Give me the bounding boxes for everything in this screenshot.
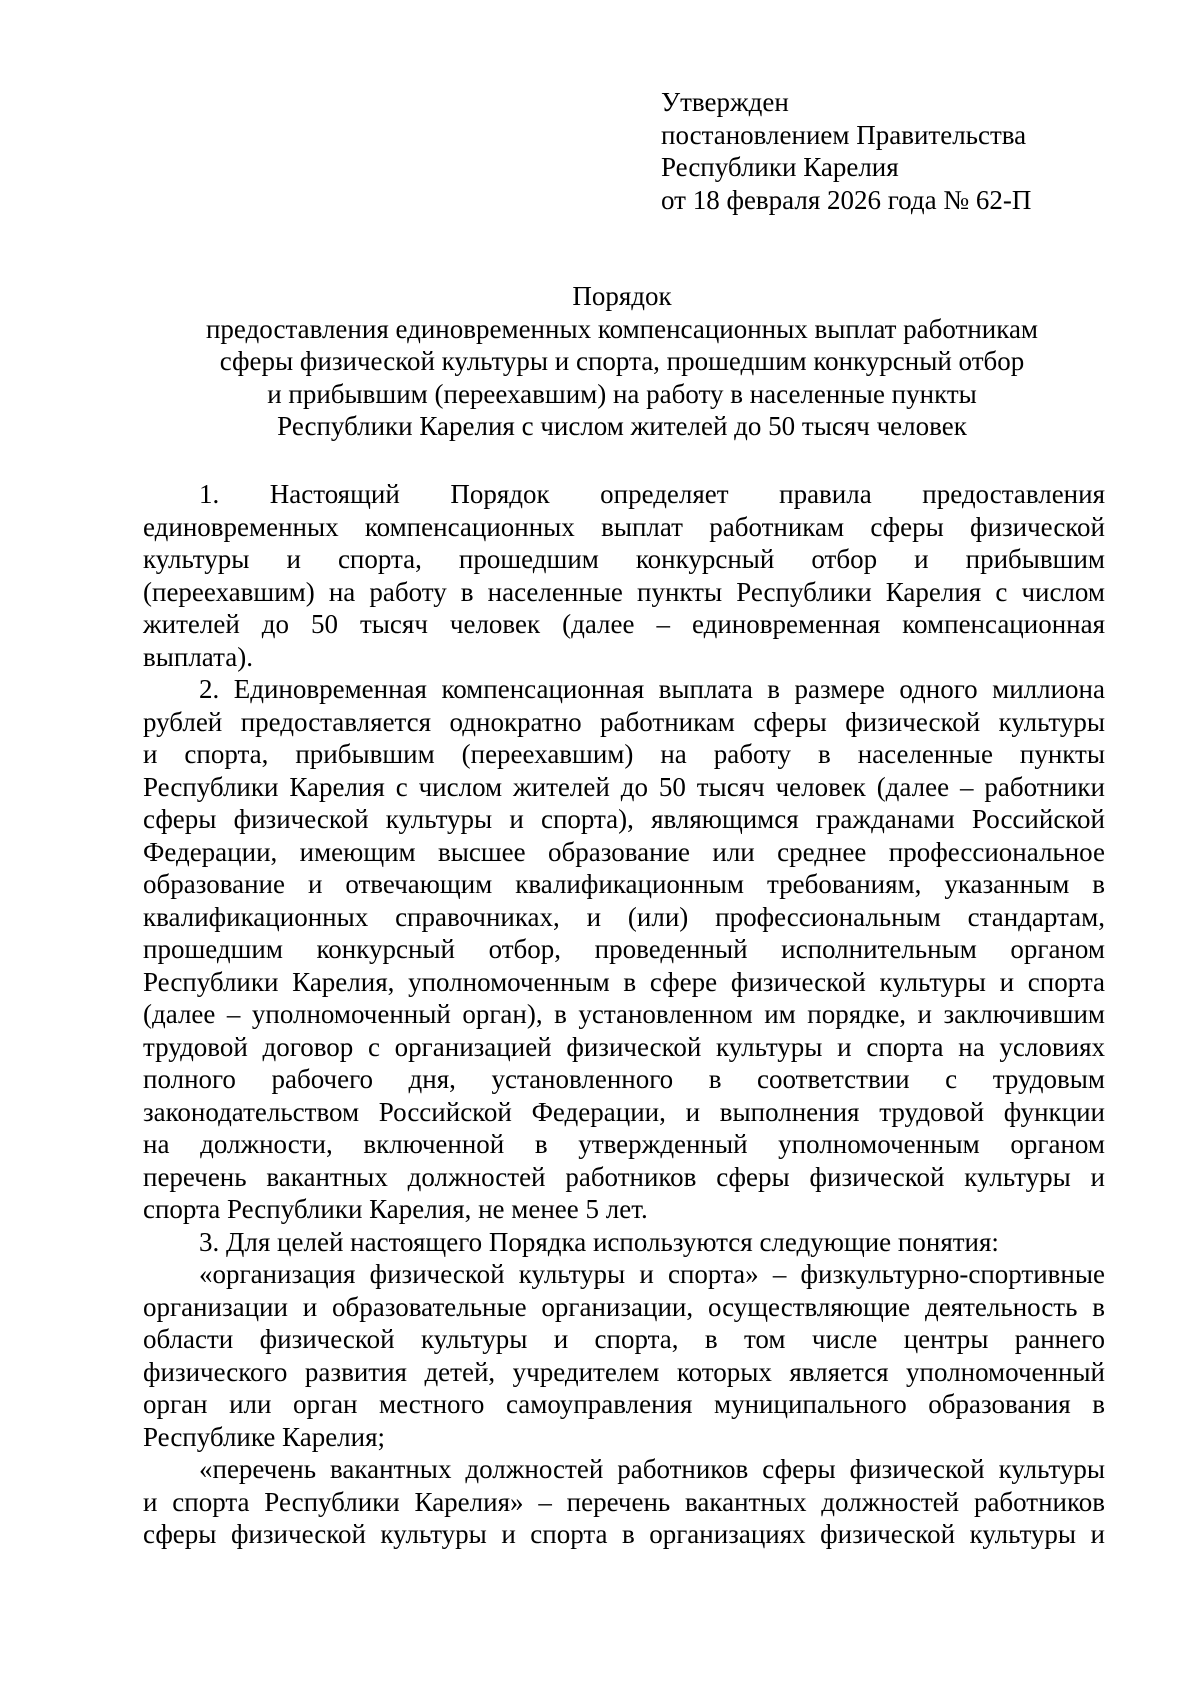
title-line-1: предоставления единовременных компенсационных выплат работникам	[205, 313, 1039, 344]
paragraph-line: выплата).	[143, 641, 253, 672]
paragraph-line: области физической культуры и спорта, в том числе центры раннего	[143, 1324, 1105, 1354]
paragraph-line: 2. Единовременная компенсационная выплата в размере одного миллиона	[199, 674, 1105, 704]
document-body	[143, 478, 1105, 1551]
paragraph-line: «организация физической культуры и спорта» – физкультурно-спортивные	[199, 1259, 1105, 1289]
paragraph-2	[143, 673, 1105, 1226]
paragraph-line: физического развития детей, учредителем которых является уполномоченный	[143, 1356, 1105, 1387]
title-heading: Порядок	[572, 281, 672, 311]
paragraph-line: законодательством Российской Федерации, и выполнения трудовой функции	[143, 1096, 1105, 1127]
paragraph-line: организации и образовательные организации, осуществляющие деятельность в	[143, 1291, 1105, 1322]
paragraph-line: квалификационных справочниках, и (или) профессиональным стандартам,	[143, 901, 1105, 932]
approval-block	[661, 86, 1031, 216]
paragraph-line: 1. Настоящий Порядок определяет правила предоставления	[199, 479, 1105, 509]
paragraph-line: Федерации, имеющим высшее образование или среднее профессиональное	[143, 836, 1105, 867]
paragraph-line: прошедшим конкурсный отбор, проведенный исполнительным органом	[143, 934, 1105, 964]
paragraph-line: и спорта, прибывшим (переехавшим) на работу в населенные пункты	[143, 739, 1105, 769]
paragraph-line: 3. Для целей настоящего Порядка используются следующие понятия:	[199, 1226, 999, 1257]
paragraph-3	[143, 1226, 1105, 1259]
paragraph-line: Республике Карелия;	[143, 1421, 386, 1452]
paragraph-line: единовременных компенсационных выплат работникам сферы физической	[143, 511, 1105, 542]
paragraph-line: и спорта Республики Карелия» – перечень вакантных должностей работников	[143, 1486, 1105, 1517]
approval-line-approved: Утвержден	[661, 87, 789, 117]
title-line-3: и прибывшим (переехавшим) на работу в населенные пункты	[267, 378, 977, 409]
paragraph-1	[143, 478, 1105, 673]
title-line-4: Республики Карелия с числом жителей до 50 тысяч человек	[277, 411, 967, 441]
paragraph-line: культуры и спорта, прошедшим конкурсный отбор и прибывшим	[143, 544, 1105, 574]
title-line-2: сферы физической культуры и спорта, прошедшим конкурсный отбор	[219, 346, 1025, 376]
paragraph-line: (далее – уполномоченный орган), в установленном им порядке, и заключившим	[143, 999, 1105, 1029]
paragraph-line: «перечень вакантных должностей работников сферы физической культуры	[199, 1454, 1105, 1484]
paragraph-line: спорта Республики Карелия, не менее 5 лет.	[143, 1194, 648, 1224]
approval-line-republic: Республики Карелия	[661, 152, 899, 182]
document-title	[140, 280, 1104, 443]
paragraph-line: сферы физической культуры и спорта), являющимся гражданами Российской	[143, 804, 1105, 834]
paragraph-line: трудовой договор с организацией физической культуры и спорта на условиях	[143, 1031, 1105, 1062]
paragraph-line: Республики Карелия, уполномоченным в сфере физической культуры и спорта	[143, 966, 1105, 997]
approval-line-resolution: постановлением Правительства	[661, 119, 1027, 150]
paragraph-line: на должности, включенной в утвержденный уполномоченным органом	[143, 1129, 1105, 1159]
paragraph-line: образование и отвечающим квалификационным требованиям, указанным в	[143, 869, 1105, 899]
paragraph-line: полного рабочего дня, установленного в соответствии с трудовым	[143, 1064, 1105, 1094]
paragraph-line: (переехавшим) на работу в населенные пункты Республики Карелия с числом	[143, 576, 1105, 607]
paragraph-line: Республики Карелия с числом жителей до 50 тысяч человек (далее – работники	[143, 771, 1105, 802]
paragraph-5	[143, 1453, 1105, 1551]
paragraph-line: жителей до 50 тысяч человек (далее – единовременная компенсационная	[143, 609, 1105, 639]
paragraph-4	[143, 1258, 1105, 1453]
approval-line-date-number: от 18 февраля 2026 года № 62-П	[661, 184, 1032, 215]
paragraph-line: орган или орган местного самоуправления муниципального образования в	[143, 1389, 1105, 1419]
paragraph-line: перечень вакантных должностей работников сферы физической культуры и	[143, 1161, 1105, 1192]
paragraph-line: рублей предоставляется однократно работникам сферы физической культуры	[143, 706, 1105, 737]
paragraph-line: сферы физической культуры и спорта в организациях физической культуры и	[143, 1519, 1105, 1549]
